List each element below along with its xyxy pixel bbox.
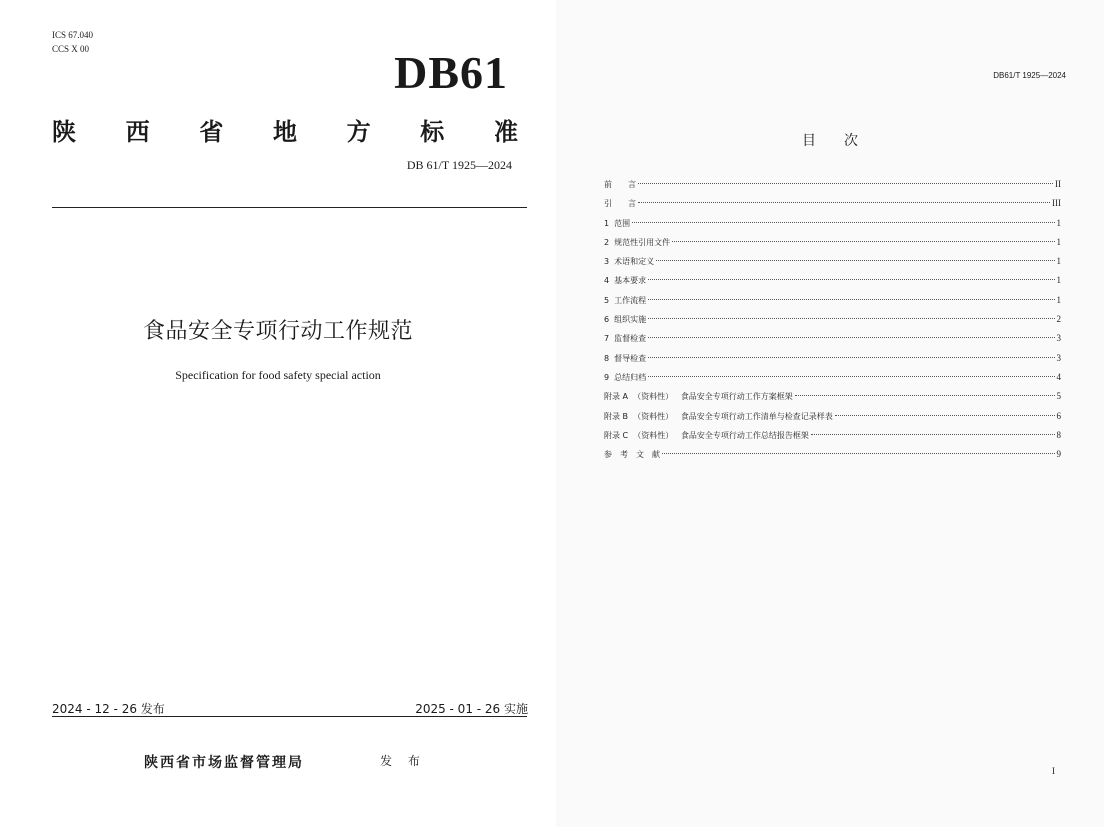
- toc-leader-dots: [632, 222, 1054, 223]
- toc-leader-dots: [795, 395, 1055, 396]
- document-title-en: Specification for food safety special action: [175, 368, 381, 382]
- standard-number: DB 61/T 1925—2024: [406, 158, 512, 172]
- toc-entry[interactable]: [604, 194, 1061, 213]
- toc-leader-dots: [648, 279, 1054, 280]
- toc-leader-dots: [656, 260, 1054, 261]
- bottom-divider: [52, 716, 527, 717]
- toc-entry[interactable]: [604, 349, 1061, 368]
- toc-entry[interactable]: [604, 445, 1061, 464]
- toc-entry-page: 1: [1056, 217, 1061, 228]
- toc-entry-label: 8 督导检查: [604, 353, 647, 363]
- toc-entry-label: 附录 B （资料性） 食品安全专项行动工作清单与检查记录样表: [604, 411, 833, 421]
- standard-code-logo: DB61: [394, 47, 508, 98]
- standard-type-char: 地: [272, 118, 297, 146]
- toc-list: [604, 175, 1061, 464]
- toc-entry-label: 4 基本要求: [604, 276, 647, 286]
- standard-type-char: 西: [125, 118, 150, 146]
- standard-type: [52, 112, 518, 147]
- toc-leader-dots: [648, 357, 1054, 358]
- toc-entry[interactable]: [604, 310, 1061, 329]
- standard-type-char: 标: [420, 118, 445, 146]
- classification-codes: [52, 28, 93, 56]
- toc-entry-label: 3 术语和定义: [604, 257, 655, 267]
- publish-date: 2024 - 12 - 26 发布: [52, 702, 165, 716]
- toc-entry-page: 5: [1056, 391, 1061, 402]
- implement-date: 2025 - 01 - 26 实施: [415, 702, 528, 716]
- toc-entry[interactable]: [604, 291, 1061, 310]
- toc-entry-page: 9: [1056, 449, 1061, 460]
- toc-entry-page: II: [1055, 179, 1061, 189]
- toc-entry-page: 1: [1056, 236, 1061, 247]
- toc-entry-page: 8: [1056, 429, 1061, 440]
- toc-title: 目次: [802, 133, 886, 149]
- table-of-contents-page: [556, 0, 1104, 827]
- toc-entry-page: 4: [1056, 371, 1061, 382]
- toc-entry-page: 1: [1056, 294, 1061, 305]
- toc-leader-dots: [662, 453, 1055, 454]
- toc-leader-dots: [811, 434, 1055, 435]
- toc-entry-label: 9 总结归档: [604, 372, 647, 382]
- page-header-code: DB61/T 1925—2024: [993, 71, 1066, 80]
- issue-label: 发 布: [380, 754, 426, 768]
- toc-leader-dots: [648, 337, 1054, 338]
- toc-leader-dots: [835, 415, 1055, 416]
- toc-entry-page: 2: [1056, 314, 1061, 325]
- ics-code: ICS 67.040: [52, 30, 94, 40]
- ccs-code: CCS X 00: [52, 44, 90, 54]
- toc-entry-label: 引 言: [604, 199, 636, 209]
- top-divider: [52, 207, 527, 208]
- page-number: I: [1052, 766, 1055, 776]
- toc-entry-page: III: [1052, 198, 1061, 209]
- toc-leader-dots: [648, 318, 1054, 319]
- toc-entry-label: 1 范围: [604, 218, 631, 228]
- toc-entry[interactable]: [604, 175, 1061, 194]
- toc-entry-label: 附录 C （资料性） 食品安全专项行动工作总结报告框架: [604, 430, 809, 440]
- document-title-cn: 食品安全专项行动工作规范: [142, 319, 413, 344]
- toc-entry[interactable]: [604, 214, 1061, 233]
- toc-entry[interactable]: [604, 407, 1061, 426]
- standard-type-char: 准: [493, 118, 518, 146]
- toc-entry[interactable]: [604, 368, 1061, 387]
- toc-entry[interactable]: [604, 233, 1061, 252]
- toc-entry-label: 附录 A （资料性） 食品安全专项行动工作方案框架: [604, 392, 793, 402]
- toc-leader-dots: [638, 202, 1050, 203]
- toc-entry[interactable]: [604, 252, 1061, 271]
- toc-entry-page: 6: [1056, 410, 1061, 421]
- toc-leader-dots: [648, 376, 1054, 377]
- toc-leader-dots: [638, 183, 1053, 184]
- toc-entry-label: 2 规范性引用文件: [604, 237, 671, 247]
- toc-entry-label: 前 言: [604, 180, 636, 189]
- issuing-authority: 陕西省市场监督管理局: [144, 755, 304, 771]
- toc-entry-page: 1: [1056, 256, 1061, 267]
- standard-type-char: 省: [199, 118, 224, 146]
- toc-entry-label: 7 监督检查: [604, 334, 647, 344]
- toc-entry-label: 5 工作流程: [604, 295, 647, 305]
- toc-leader-dots: [648, 299, 1054, 300]
- toc-entry-page: 3: [1056, 352, 1061, 363]
- toc-entry[interactable]: [604, 271, 1061, 290]
- toc-entry-label: 6 组织实施: [604, 315, 647, 325]
- toc-leader-dots: [672, 241, 1054, 242]
- toc-entry-label: 参 考 文 献: [604, 450, 660, 460]
- toc-entry-page: 3: [1056, 333, 1061, 344]
- standard-type-char: 方: [346, 118, 371, 146]
- toc-entry[interactable]: [604, 329, 1061, 348]
- standard-type-char: 陕: [52, 118, 76, 146]
- toc-entry[interactable]: [604, 387, 1061, 406]
- toc-entry[interactable]: [604, 426, 1061, 445]
- toc-entry-page: 1: [1056, 275, 1061, 286]
